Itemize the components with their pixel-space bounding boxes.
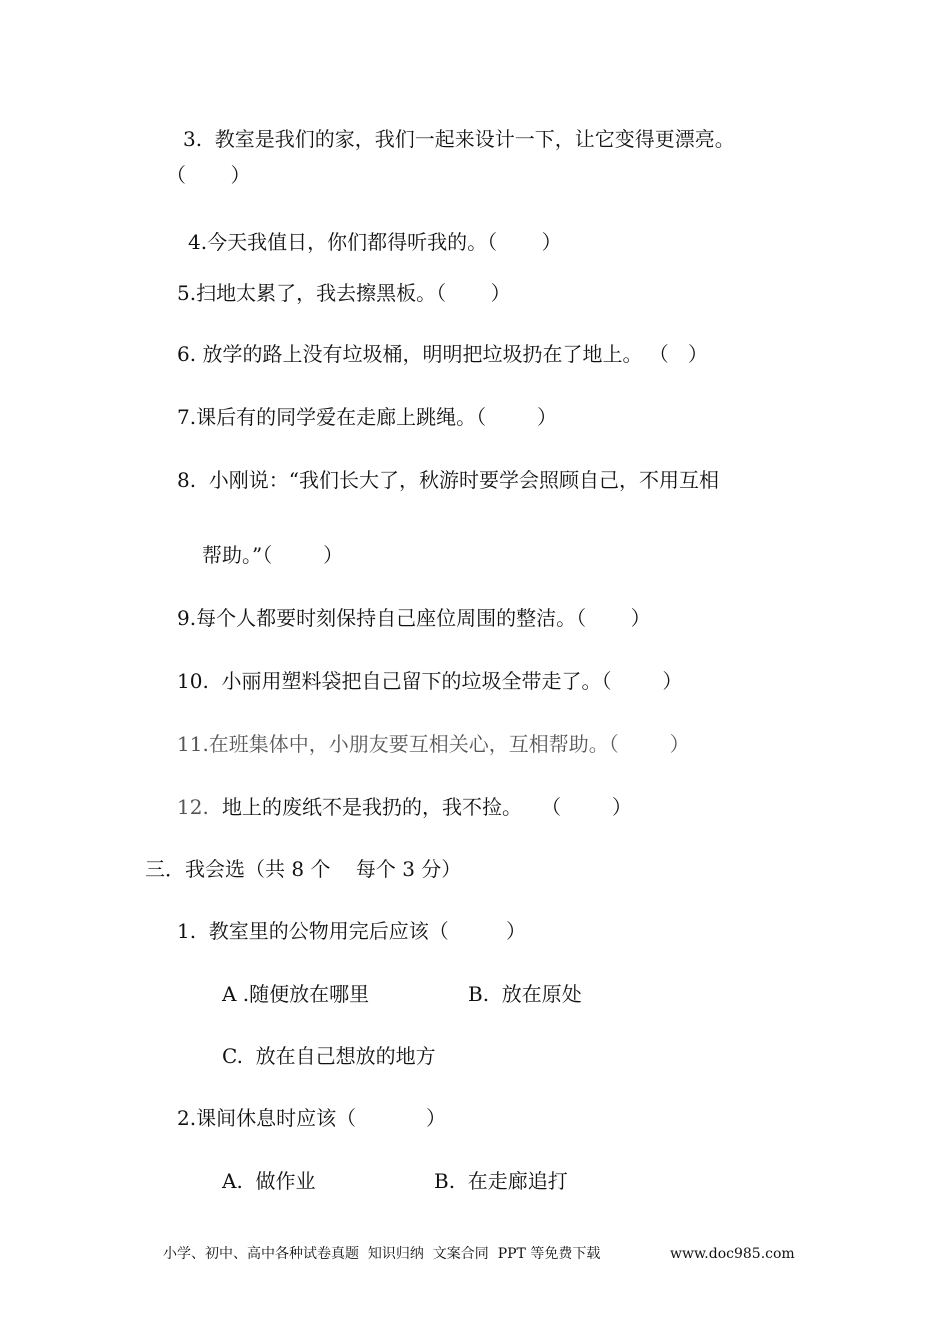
question-3-line-2: （ ） bbox=[166, 163, 251, 187]
question-3-line-1: 3. 教室是我们的家，我们一起来设计一下，让它变得更漂亮。 bbox=[183, 127, 735, 151]
choice-question-2: 2.课间休息时应该（ ） bbox=[177, 1106, 447, 1130]
section-3-heading: 三．我会选（共 8 个 每个 3 分） bbox=[145, 857, 462, 881]
question-12-number: 12. bbox=[177, 795, 209, 819]
choice-question-2-option-a: A. 做作业 bbox=[222, 1169, 316, 1193]
choice-question-1-option-b: B. 放在原处 bbox=[468, 982, 582, 1006]
question-4: 4.今天我值日，你们都得听我的。（ ） bbox=[188, 230, 562, 254]
question-9: 9.每个人都要时刻保持自己座位周围的整洁。（ ） bbox=[177, 606, 651, 630]
choice-question-2-option-b: B. 在走廊追打 bbox=[434, 1169, 568, 1193]
question-12-text: 地上的废纸不是我扔的，我不捡。 （ ） bbox=[222, 795, 632, 819]
question-8-line-2: 帮助。”（ ） bbox=[202, 543, 344, 567]
question-10: 10. 小丽用塑料袋把自己留下的垃圾全带走了。（ ） bbox=[177, 669, 683, 693]
question-7: 7.课后有的同学爱在走廊上跳绳。（ ） bbox=[177, 405, 557, 429]
question-5: 5.扫地太累了，我去擦黑板。（ ） bbox=[177, 281, 511, 305]
choice-question-1-option-c: C. 放在自己想放的地方 bbox=[222, 1044, 436, 1068]
footer-url: www.doc985.com bbox=[670, 1246, 795, 1262]
choice-question-1-option-a: A .随便放在哪里 bbox=[222, 982, 370, 1006]
footer-text: 小学、初中、高中各种试卷真题 知识归纳 文案合同 PPT 等免费下载 bbox=[163, 1246, 601, 1262]
question-6: 6. 放学的路上没有垃圾桶，明明把垃圾扔在了地上。 （ ） bbox=[177, 342, 708, 366]
question-11: 11.在班集体中，小朋友要互相关心，互相帮助。（ ） bbox=[177, 732, 690, 756]
choice-question-1: 1. 教室里的公物用完后应该（ ） bbox=[177, 919, 527, 943]
question-8-line-1: 8. 小刚说：“我们长大了，秋游时要学会照顾自己，不用互相 bbox=[177, 468, 720, 492]
